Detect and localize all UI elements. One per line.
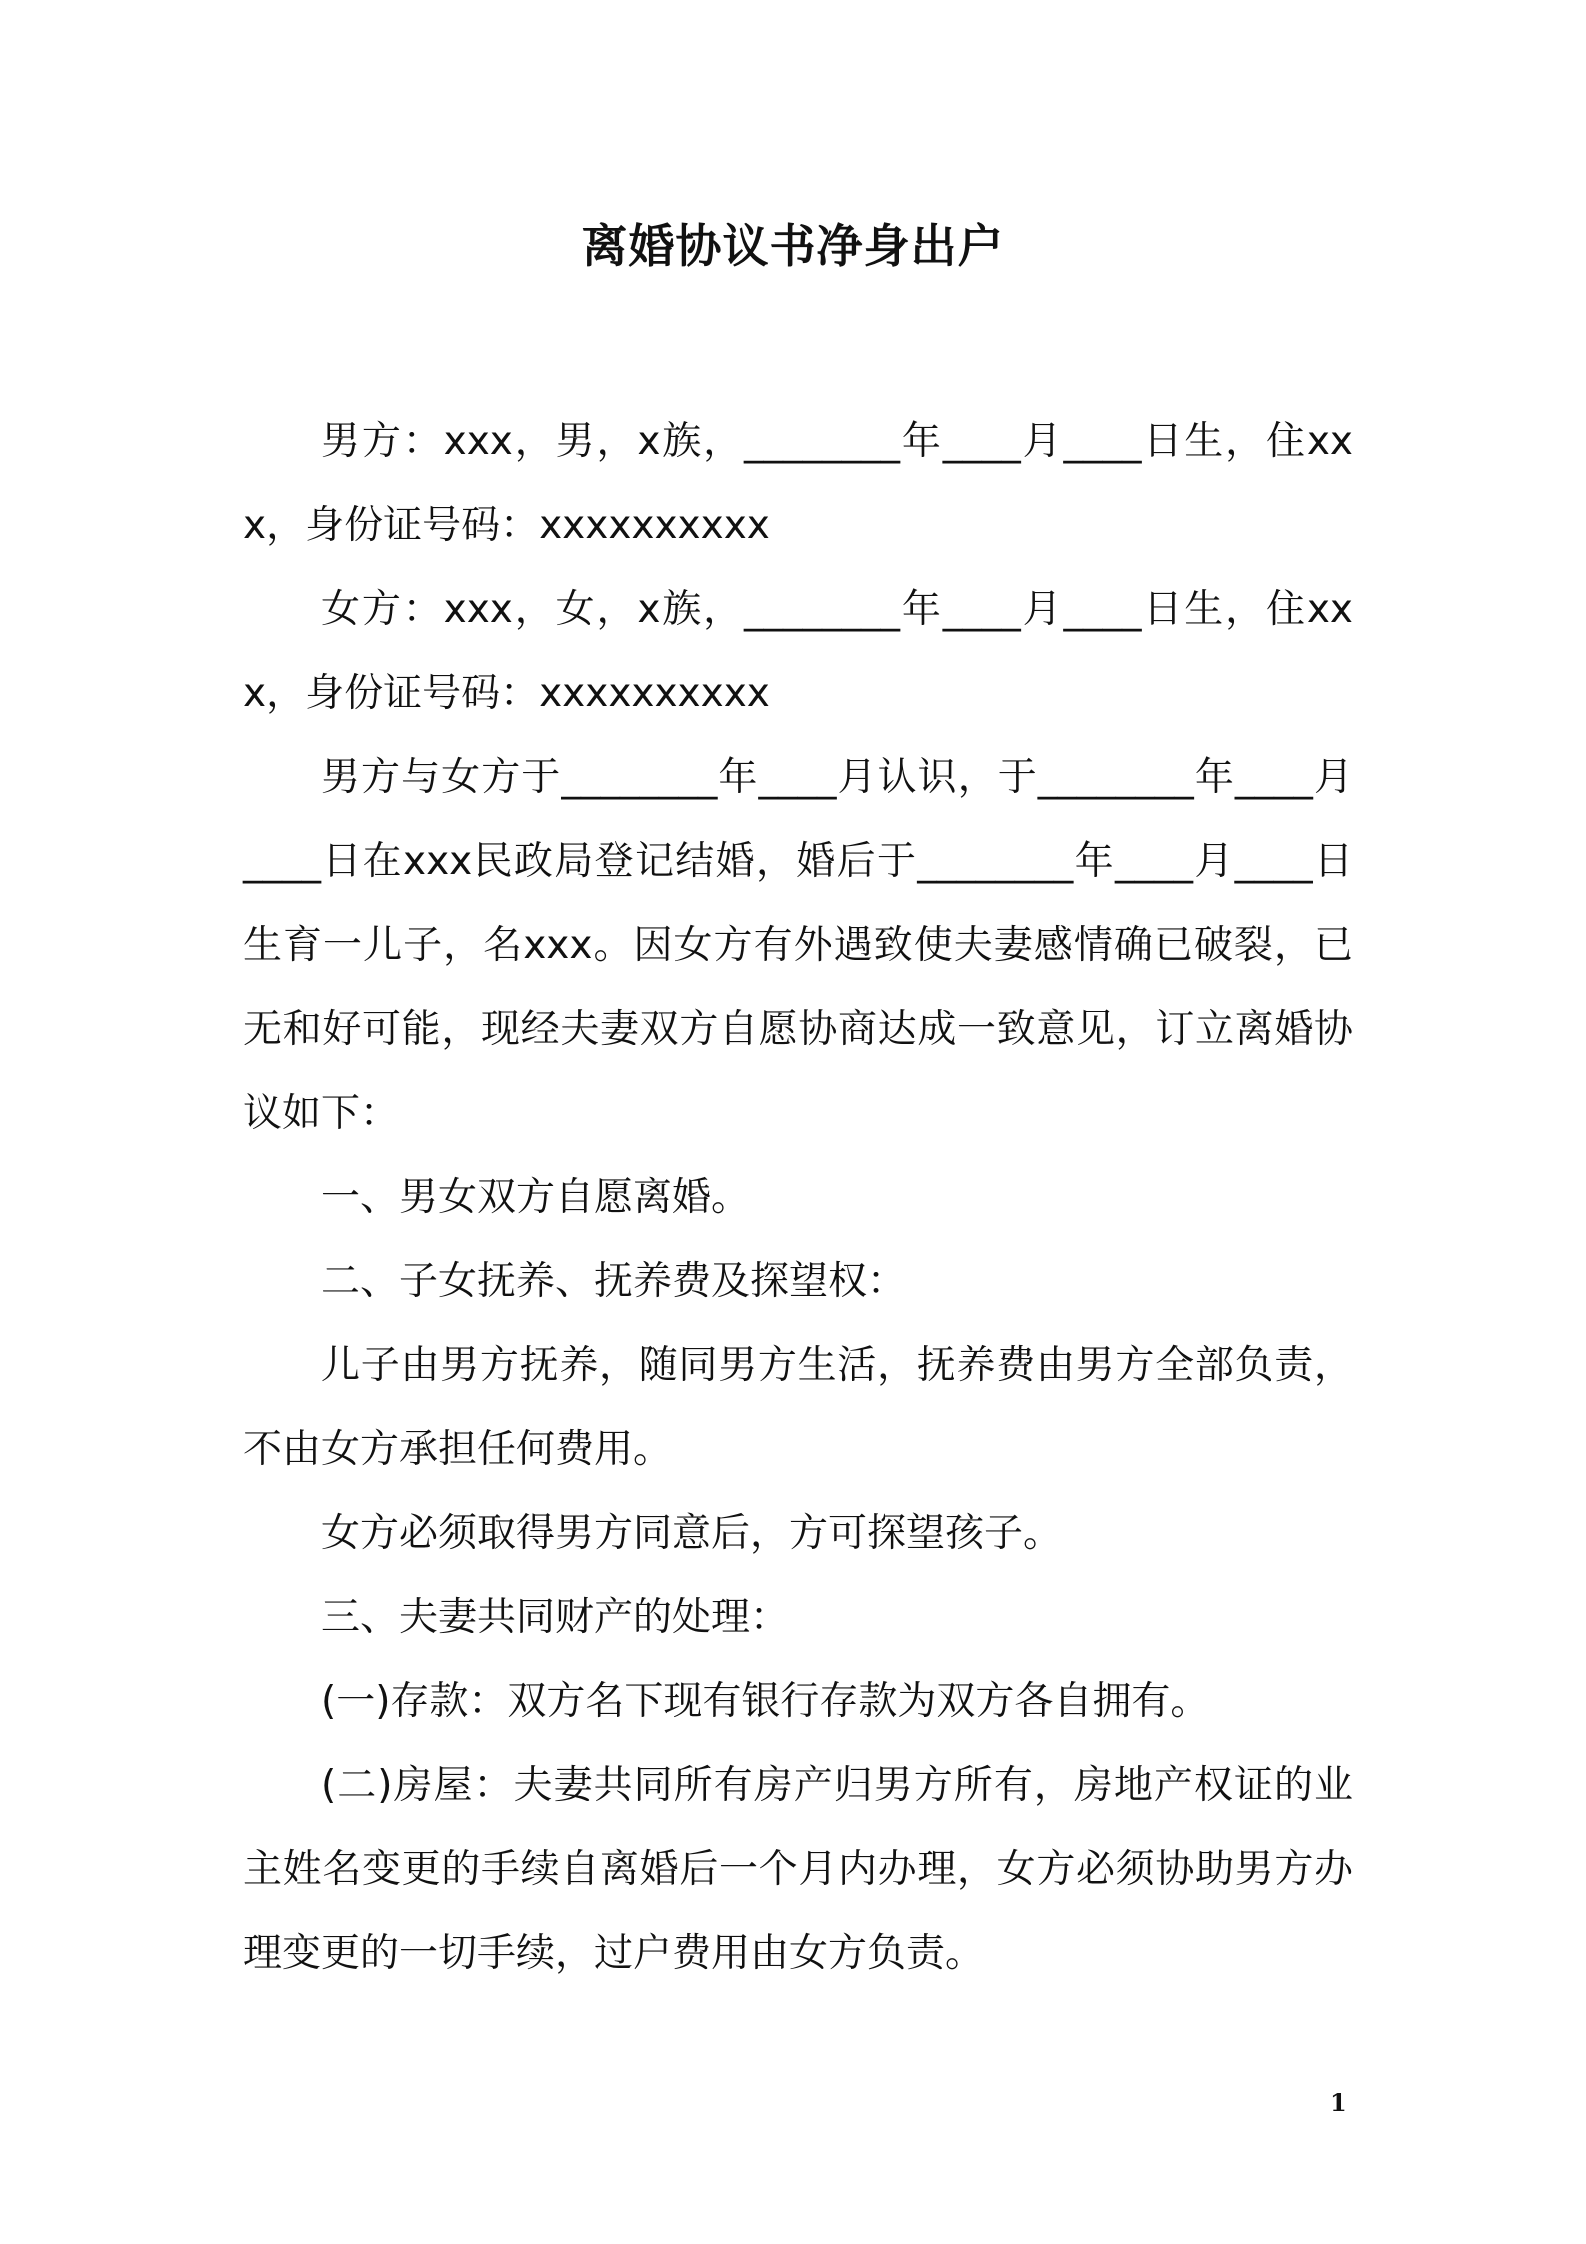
paragraph-visitation: 女方必须取得男方同意后，方可探望孩子。 bbox=[321, 1511, 1063, 1556]
paragraph-clause-2-heading: 二、子女抚养、抚养费及探望权： bbox=[321, 1259, 907, 1304]
paragraph-clause-1: 一、男女双方自愿离婚。 bbox=[321, 1175, 751, 1220]
paragraph-clause-3-heading: 三、夫妻共同财产的处理： bbox=[321, 1595, 790, 1640]
paragraph-female-party: 女方：xxx，女，x族，________年____月____日生，住xxx，身份证号码：xxxxxxxxxx bbox=[243, 587, 1353, 716]
paragraph-housing: (二)房屋：夫妻共同所有房产归男方所有，房地产权证的业主姓名变更的手续自离婚后一个月内办理，女方必须协助男方办理变更的一切手续，过户费用由女方负责。 bbox=[243, 1763, 1353, 1976]
paragraph-custody: 儿子由男方抚养，随同男方生活，抚养费由男方全部负责，不由女方承担任何费用。 bbox=[243, 1343, 1353, 1472]
paragraph-deposits: (一)存款：双方名下现有银行存款为双方各自拥有。 bbox=[321, 1679, 1210, 1724]
paragraph-background: 男方与女方于________年____月认识，于________年____月____日在xxx民政局登记结婚，婚后于________年____月____日生育一儿子，名xxx。因女方有外遇致使夫妻感情确已破裂，已无和好可能，现经夫妻双方自愿协商达成一致意见，订立离婚协议如下： bbox=[243, 755, 1353, 1136]
document-title: 离婚协议书净身出户 bbox=[581, 219, 1005, 273]
document-body bbox=[243, 400, 1353, 1996]
paragraph-male-party: 男方：xxx，男，x族，________年____月____日生，住xxx，身份证号码：xxxxxxxxxx bbox=[243, 419, 1353, 548]
page-number: 1 bbox=[1330, 2088, 1347, 2117]
